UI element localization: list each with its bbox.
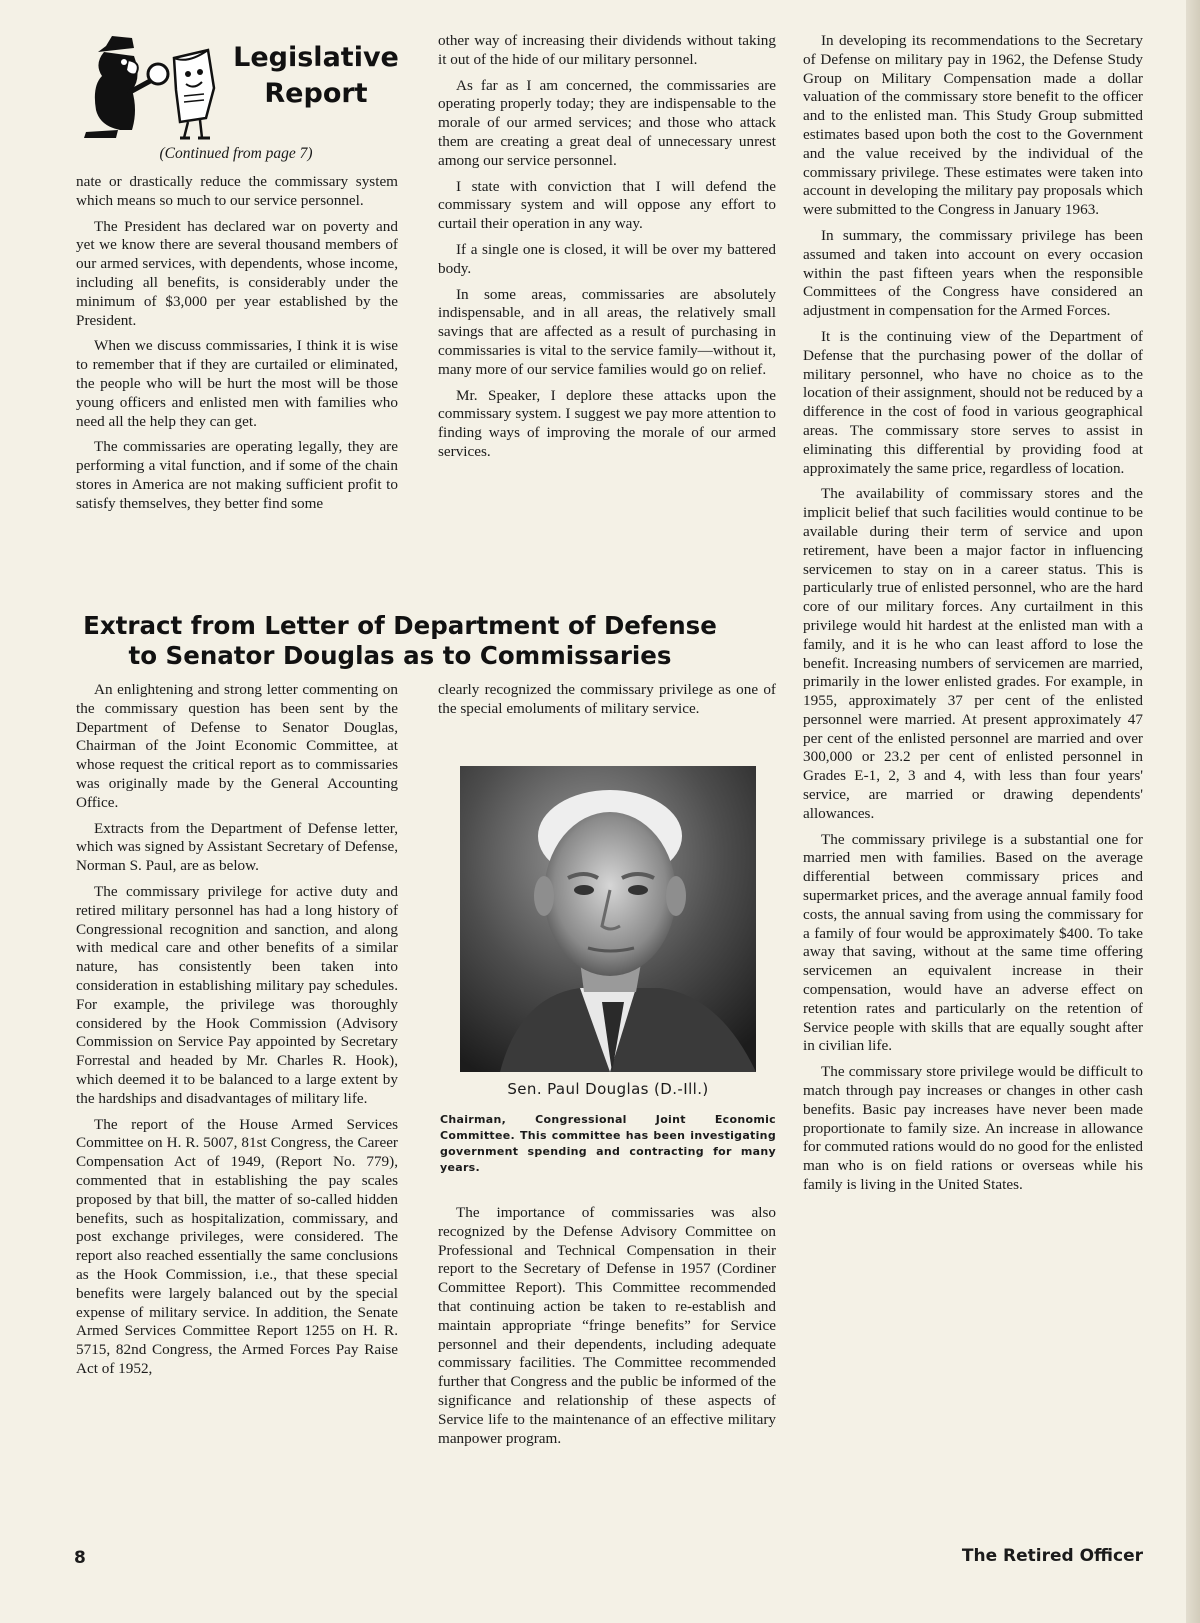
photo-caption-text: Chairman, Congressional Joint Economic Committee. This committee has been investigating government spending and contracting for many years. [440, 1113, 776, 1174]
paragraph: As far as I am concerned, the commissaries are operating properly today; they are indispensable to the morale of our armed services; and those who attack them are creating a great deal of unnecessary unrest among our service personnel. [438, 76, 776, 169]
paragraph: The commissary privilege is a substantial one for married men with families. Based on the average differential between commissary prices and supermarket prices, and the average annual family food costs, the annual saving from using the commissary for a family of four would be approximately $400. To take away that saving, without at the same time offering servicemen an equivalent increase in their compensation, would have an adverse effect on retention rates and particularly on the retention of Service people with skills that are equally sought after in civilian life. [803, 830, 1143, 1055]
paragraph: The availability of commissary stores and the implicit belief that such facilities would continue to be available during their term of service and upon retirement, have been a major factor in influencing servicemen to stay on in a career status. This is particularly true of enlisted personnel, who are the hard core of our military forces. Any curtailment in this privilege would hit hardest at the enlisted man with a family, and it is he who can least afford to lose the benefit. Increasing numbers of servicemen are married, primarily in the lower enlisted grades. For example, in 1955, approximately 37 per cent of the enlisted personnel were married. At present approximately 47 per cent of the enlisted personnel are married and over 300,000 or 23.2 per cent of enlisted personnel in Grades E-1, 2, 3 and 4, with less than four years' service, are married or drawing dependents' allowances. [803, 485, 1143, 822]
paragraph: If a single one is closed, it will be over my battered body. [438, 240, 776, 277]
paragraph: It is the continuing view of the Department of Defense that the purchasing power of the dollar of military personnel, who have no choice as to the location of their assignment, should not be reduced by a difference in the cost of food in various geographical areas. The commissary store serves to assist in eliminating this differential by providing food at approximately the same price, regardless of location. [803, 327, 1143, 477]
column-bottom-left [76, 681, 398, 1386]
publication-name: The Retired Officer [961, 1546, 1143, 1566]
column-top-middle [438, 32, 776, 469]
senator-portrait [460, 766, 756, 1072]
newspaper-scroll-icon [174, 50, 214, 138]
paragraph: other way of increasing their dividends without taking it out of the hide of our military personnel. [438, 32, 776, 68]
paragraph: clearly recognized the commissary privilege as one of the special emoluments of military service. [438, 681, 776, 717]
paragraph: Extracts from the Department of Defense letter, which was signed by Assistant Secretary of Defense, Norman S. Paul, are as below. [76, 819, 398, 875]
paragraph: When we discuss commissaries, I think it is wise to remember that if they are curtailed or eliminated, the people who will be hurt the most will be those young officers and enlisted men with families who need all the help they can get. [76, 337, 398, 430]
column-bottom-middle-top [438, 681, 776, 726]
continued-note: (Continued from page 7) [159, 145, 313, 162]
article-headline [60, 611, 740, 671]
column-right [803, 32, 1143, 1202]
detective-logo-icon [76, 30, 236, 142]
paragraph: In developing its recommendations to the Secretary of Defense on military pay in 1962, the Defense Study Group on Military Compensation made a dollar valuation of the commissary store benefit to the officer and to the enlisted man. This Study Group submitted estimates based upon both the cost to the Government and the value received by the individual of the commissary privilege. These estimates were taken into account in developing the military pay proposals which were submitted to the Congress in January 1963. [803, 32, 1143, 219]
paragraph: nate or drastically reduce the commissary system which means so much to our service personnel. [76, 173, 398, 209]
photo-caption-name: Sen. Paul Douglas (D.-Ill.) [507, 1080, 709, 1098]
paragraph: In some areas, commissaries are absolutely indispensable, and in all areas, the relatively small savings that are affected as a result of purchasing in commissaries is vital to the service family—without it, many more of our service families would go on relief. [438, 285, 776, 378]
paragraph: The President has declared war on poverty and yet we know there are several thousand members of our armed services, with dependents, whose income, including all benefits, is considerably under the minimum of $3,000 per year established by the President. [76, 217, 398, 329]
page-edge [1186, 0, 1200, 1623]
section-title: Legislative Report [233, 42, 399, 109]
column-bottom-middle-bottom [438, 1204, 776, 1455]
page-number: 8 [74, 1548, 86, 1568]
headline-line-2: to Senator Douglas as to Commissaries [128, 641, 672, 670]
paragraph: I state with conviction that I will defend the commissary system and will oppose any effort to curtail their operation in any way. [438, 177, 776, 233]
paragraph: The commissaries are operating legally, they are performing a vital function, and if some of the chain stores in America are not making sufficient profit to satisfy themselves, they better find some [76, 438, 398, 512]
paragraph: In summary, the commissary privilege has been assumed and taken into account on every occasion within the past fifteen years when the responsible Committees of the Congress have considered an adjustment in compensation for the Armed Forces. [803, 226, 1143, 320]
paragraph: Mr. Speaker, I deplore these attacks upon the commissary system. I suggest we pay more attention to finding ways of improving the morale of our armed services. [438, 386, 776, 460]
paragraph: The commissary store privilege would be difficult to match through pay increases or changes in other cash benefits. Basic pay increases have never been made proportionate to family size. An increase in allowance for commuted rations would do no good for the enlisted man who is on field rations or overseas while his family is living in the United States. [803, 1063, 1143, 1194]
column-top-left [76, 173, 398, 521]
headline-line-1: Extract from Letter of Department of Defense [83, 611, 717, 640]
paragraph: An enlightening and strong letter commenting on the commissary question has been sent by the Department of Defense to Senator Douglas, Chairman of the Joint Economic Committee, at whose request the critical report as to commissaries was originally made by the General Accounting Office. [76, 681, 398, 811]
paragraph: The commissary privilege for active duty and retired military personnel has had a long history of Congressional recognition and sanction, and along with medical care and other benefits of a similar nature, has consistently been taken into consideration in establishing military pay schedules. For example, the privilege was thoroughly considered by the Hook Commission (Advisory Commission on Service Pay appointed by Secretary Forrestal and headed by Mr. Charles R. Hook), which deemed it to be balanced to a large extent by the hardships and disadvantages of military life. [76, 882, 398, 1107]
paragraph: The importance of commissaries was also recognized by the Defense Advisory Committee on Professional and Technical Compensation in their report to the Secretary of Defense in 1957 (Cordiner Committee Report). This Committee recommended that continuing action be taken to re-establish and maintain appropriate “fringe benefits” for Service personnel and their dependents, including adequate commissary facilities. The Committee recommended further that Congress and the public be informed of the significance and relationship of these aspects of Service life to the maintenance of an effective military manpower program. [438, 1204, 776, 1447]
paragraph: The report of the House Armed Services Committee on H. R. 5007, 81st Congress, the Career Compensation Act of 1949, (Report No. 779), commented that in establishing the pay scales proposed by that bill, the matter of so-called hidden benefits, such as hospitalization, commissary, and post exchange privileges, were considered. The report also reached essentially the same conclusions as the Hook Commission, i.e., that these special benefits were largely balanced out by the special expense of military service. In addition, the Senate Armed Services Committee Report 1255 on H. R. 5715, 82nd Congress, the Armed Forces Pay Raise Act of 1952, [76, 1115, 398, 1377]
